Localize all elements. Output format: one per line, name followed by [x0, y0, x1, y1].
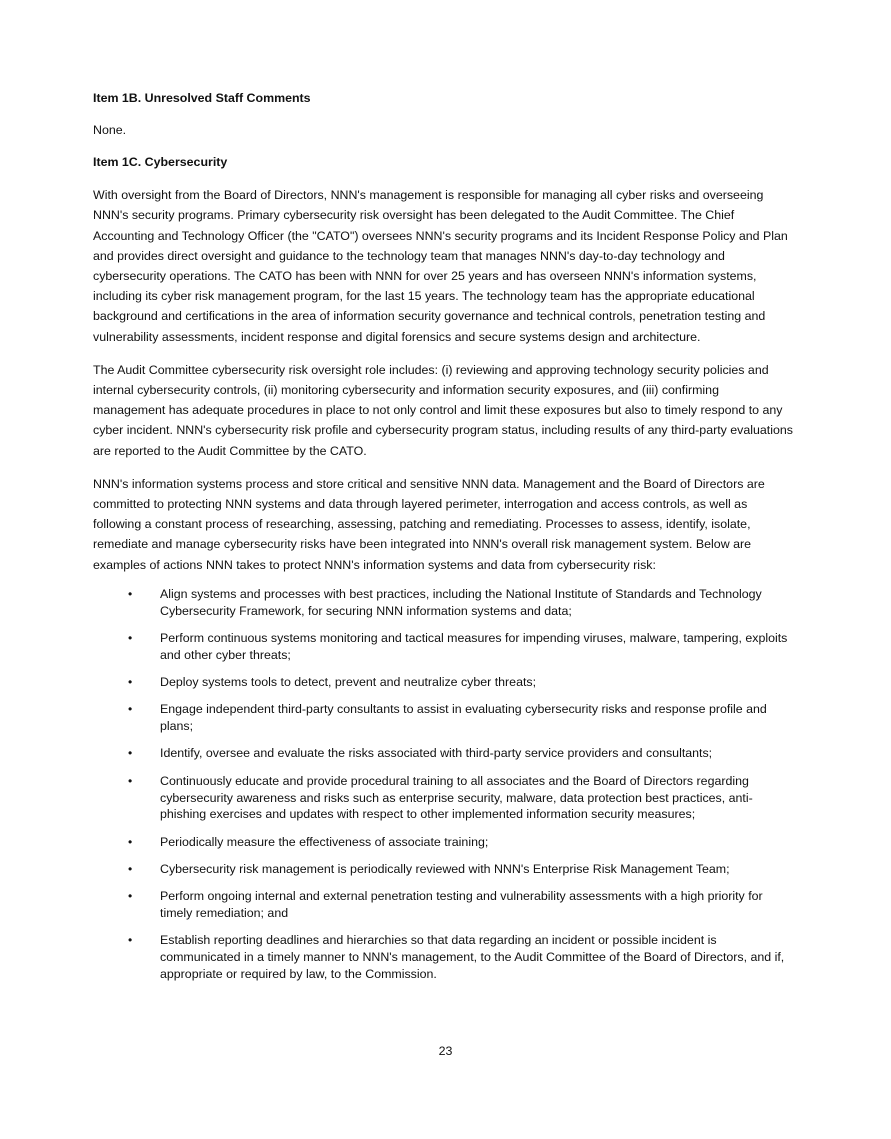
section-heading-item-1b: Item 1B. Unresolved Staff Comments: [93, 91, 311, 105]
list-item: [93, 773, 793, 823]
list-item: [93, 701, 793, 735]
bullet-icon: •: [128, 889, 133, 904]
list-item: [93, 834, 793, 851]
bullet-icon: •: [128, 933, 133, 948]
bullet-icon: •: [128, 773, 133, 788]
list-item: [93, 861, 793, 878]
list-item: [93, 745, 793, 762]
cybersecurity-actions-list: [93, 586, 793, 983]
bullet-icon: •: [128, 675, 133, 690]
page-number: 23: [438, 1044, 453, 1058]
list-item-text: Identify, oversee and evaluate the risks associated with third-party service providers and consultants;: [160, 746, 713, 761]
list-item-text: Engage independent third-party consultants to assist in evaluating cybersecurity risks and response profile and plans;: [160, 702, 767, 734]
list-item: [93, 674, 793, 691]
bullet-icon: •: [128, 630, 133, 645]
list-item-text: Deploy systems tools to detect, prevent and neutralize cyber threats;: [160, 675, 537, 690]
bullet-icon: •: [128, 861, 133, 876]
item-1b-body: None.: [93, 123, 127, 137]
list-item-text: Establish reporting deadlines and hierarchies so that data regarding an incident or possible incident is communicated in a timely manner to NNN's management, to the Audit Committee of the Board of Directors, and if, appropriate or required by law, to the Commission.: [160, 933, 785, 981]
list-item-text: Continuously educate and provide procedural training to all associates and the Board of Directors regarding cybersecurity awareness and risks such as enterprise security, malware, data protection best practices, anti-phishing exercises and updates with respect to other implemented information security measures;: [160, 773, 753, 822]
bullet-icon: •: [128, 746, 133, 761]
list-item-text: Perform continuous systems monitoring and tactical measures for impending viruses, malware, tampering, exploits and other cyber threats;: [160, 630, 788, 662]
bullet-icon: •: [128, 702, 133, 717]
list-item-text: Align systems and processes with best practices, including the National Institute of Standards and Technology Cybersecurity Framework, for securing NNN information systems and data;: [160, 586, 762, 618]
cybersecurity-paragraph-information-systems: NNN's information systems process and store critical and sensitive NNN data. Management and the Board of Directors are committed to protecting NNN systems and data through layered perimeter, interrogation and access controls, as well as following a constant process of researching, assessing, patching and remediating. Processes to assess, identify, isolate, remediate and manage cybersecurity risks have been integrated into NNN's overall risk management system. Below are examples of actions NNN takes to protect NNN's information systems and data from cybersecurity risk:: [93, 476, 765, 572]
document-page: [93, 88, 793, 993]
list-item-text: Cybersecurity risk management is periodically reviewed with NNN's Enterprise Risk Management Team;: [160, 861, 730, 876]
list-item: [93, 932, 793, 982]
list-item: [93, 888, 793, 922]
list-item: [93, 586, 793, 620]
section-heading-item-1c: Item 1C. Cybersecurity: [93, 155, 228, 170]
list-item: [93, 630, 793, 664]
bullet-icon: •: [128, 586, 133, 601]
cybersecurity-paragraph-oversight: With oversight from the Board of Directors, NNN's management is responsible for managing all cyber risks and overseeing NNN's security programs. Primary cybersecurity risk oversight has been delegated to the Audit Committee. The Chief Accounting and Technology Officer (the "CATO") oversees NNN's security programs and its Incident Response Policy and Plan and provides direct oversight and guidance to the technology team that manages NNN's day-to-day technology and cybersecurity operations. The CATO has been with NNN for over 25 years and has overseen NNN's information systems, including its cyber risk management program, for the last 15 years. The technology team has the appropriate educational background and certifications in the area of information security governance and technical controls, penetration testing and vulnerability assessments, incident response and digital forensics and secure systems design and architecture.: [93, 188, 788, 344]
list-item-text: Perform ongoing internal and external penetration testing and vulnerability assessments with a high priority for timely remediation; and: [160, 889, 763, 921]
bullet-icon: •: [128, 834, 133, 849]
list-item-text: Periodically measure the effectiveness of associate training;: [160, 834, 489, 849]
cybersecurity-paragraph-audit-committee: The Audit Committee cybersecurity risk oversight role includes: (i) reviewing and approving technology security policies and internal cybersecurity controls, (ii) monitoring cybersecurity and information security exposures, and (iii) confirming management has adequate procedures in place to not only control and limit these exposures but also to timely respond to any cyber incident. NNN's cybersecurity risk profile and cybersecurity program status, including results of any third-party evaluations are reported to the Audit Committee by the CATO.: [93, 362, 793, 458]
